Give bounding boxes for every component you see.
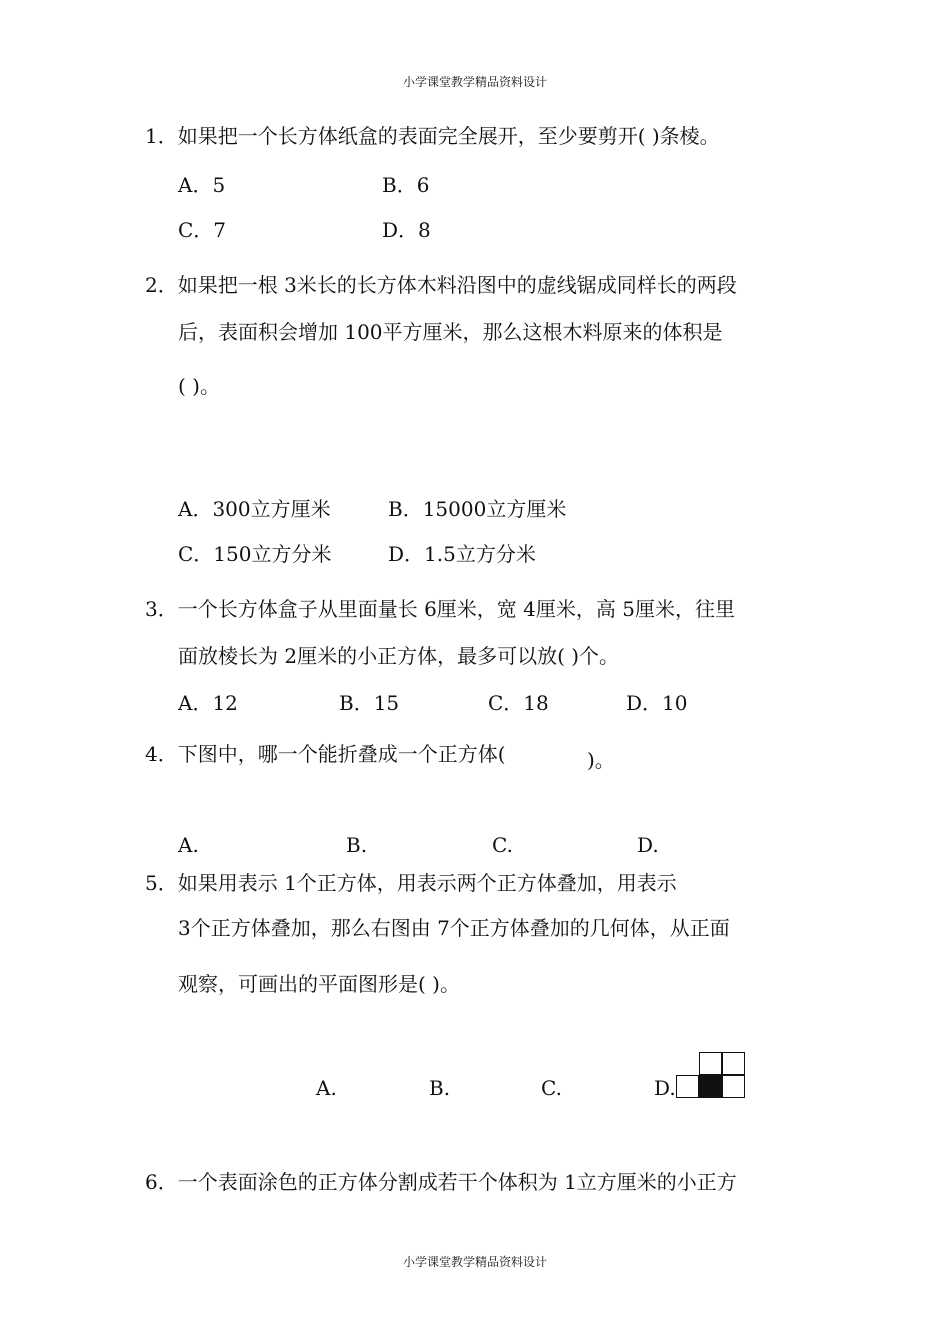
question-5-option-a: A. <box>316 1076 337 1100</box>
question-1-option-d: D．8 <box>382 218 431 242</box>
question-4-stem-end: )。 <box>587 748 615 772</box>
question-6-line-1: 6．一个表面涂色的正方体分割成若干个体积为 1立方厘米的小正方 <box>145 1170 737 1194</box>
question-4-option-b: B. <box>346 833 368 857</box>
question-1-option-a: A．5 <box>178 173 226 197</box>
question-2-line-2: 后，表面积会增加 100平方厘米，那么这根木料原来的体积是 <box>178 320 723 344</box>
question-5-line-1: 5．如果用表示 1个正方体，用表示两个正方体叠加，用表示 <box>145 871 677 895</box>
question-5-line-3: 观察，可画出的平面图形是( )。 <box>178 972 460 996</box>
question-3-line-1: 3．一个长方体盒子从里面量长 6厘米，宽 4厘米，高 5厘米，往里 <box>145 597 735 621</box>
question-3-option-b: B．15 <box>339 691 400 715</box>
question-4-option-c: C. <box>492 833 513 857</box>
page-header: 小学课堂教学精品资料设计 <box>402 75 547 89</box>
grid-cell <box>699 1052 722 1075</box>
question-1-option-c: C．7 <box>178 218 227 242</box>
question-3-option-d: D．10 <box>626 691 688 715</box>
question-5-option-b: B. <box>429 1076 451 1100</box>
question-5-line-2: 3个正方体叠加，那么右图由 7个正方体叠加的几何体，从正面 <box>178 916 730 940</box>
question-3-option-c: C．18 <box>488 691 549 715</box>
grid-cell <box>722 1052 745 1075</box>
question-2-option-b: B．15000立方厘米 <box>388 497 567 521</box>
question-1-option-b: B．6 <box>382 173 430 197</box>
grid-cell <box>722 1075 745 1098</box>
question-4-option-d: D. <box>637 833 659 857</box>
question-3-line-2: 面放棱长为 2厘米的小正方体，最多可以放( )个。 <box>178 644 620 668</box>
question-2-option-a: A．300立方厘米 <box>178 497 331 521</box>
question-1-stem: 1．如果把一个长方体纸盒的表面完全展开，至少要剪开( )条棱。 <box>145 124 720 148</box>
question-4-stem: 4．下图中，哪一个能折叠成一个正方体( <box>145 742 506 766</box>
question-3-option-a: A．12 <box>178 691 238 715</box>
question-2-line-3: ( )。 <box>178 374 220 398</box>
question-5-option-c: C. <box>541 1076 562 1100</box>
question-2-option-c: C．150立方分米 <box>178 542 332 566</box>
question-2-line-1: 2．如果把一根 3米长的长方体木料沿图中的虚线锯成同样长的两段 <box>145 273 737 297</box>
question-4-option-a: A. <box>178 833 199 857</box>
question-5-option-d: D. <box>654 1076 676 1100</box>
grid-cell-filled <box>699 1075 722 1098</box>
option-d-square-grid <box>676 1052 746 1099</box>
question-2-option-d: D．1.5立方分米 <box>388 542 536 566</box>
grid-cell <box>676 1075 699 1098</box>
page-footer: 小学课堂教学精品资料设计 <box>402 1255 547 1269</box>
